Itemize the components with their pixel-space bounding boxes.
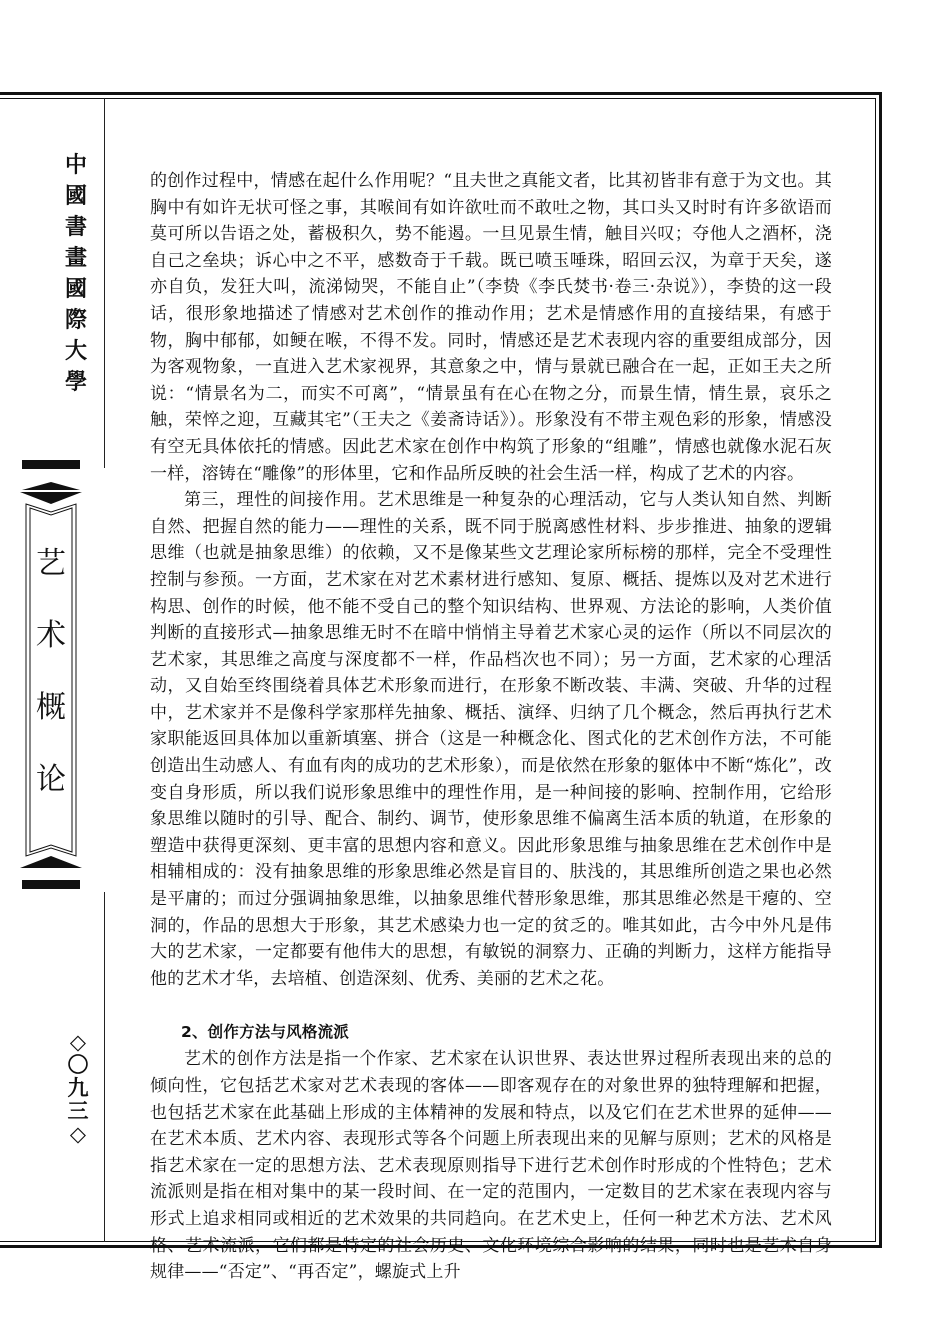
university-char: 大 bbox=[64, 338, 87, 364]
body-text bbox=[150, 168, 832, 1286]
book-title-char: 概 bbox=[36, 690, 66, 725]
page-number-diamond: ◇ bbox=[69, 1029, 87, 1054]
page-number-char: 九 bbox=[67, 1075, 89, 1100]
page-number-char: 三 bbox=[67, 1098, 89, 1123]
university-char: 國 bbox=[64, 183, 87, 209]
university-char: 國 bbox=[64, 276, 87, 302]
sidebar-divider-top bbox=[104, 98, 105, 468]
paragraph: 第三，理性的间接作用。艺术思维是一种复杂的心理活动，它与人类认知自然、判断自然、把握自然的能力——理性的关系，既不同于脱离感性材料、步步推进、抽象的逻辑思维（也就是抽象思维）的依赖，又不是像某些文艺理论家所标榜的那样，完全不受理性控制与参预。一方面，艺术家在对艺术素材进行感知、复原、概括、提炼以及对艺术进行构思、创作的时候，他不能不受自己的整个知识结构、世界观、方法论的影响，人类价值判断的直接形式—抽象思维无时不在暗中悄悄主导着艺术家心灵的运作（所以不同层次的艺术家，其思维之高度与深度都不一样，作品档次也不同）；另一方面，艺术家的心理活动，又自始至终围绕着具体艺术形象而进行，在形象不断改装、丰满、突破、升华的过程中，艺术家并不是像科学家那样先抽象、概括、演绎、归纳了几个概念，然后再执行艺术家职能返回具体加以重新填塞、拼合（这是一种概念化、图式化的艺术创作方法，不可能创造出生动感人、有血有肉的成功的艺术形象），而是依然在形象的躯体中不断“炼化”，改变自身形质，所以我们说形象思维中的理性作用，是一种间接的影响、控制作用，它给形象思维以随时的引导、配合、制约、调节，使形象思维不偏离生活本质的轨道，在形象的塑造中获得更深刻、更丰富的思想内容和意义。因此形象思维与抽象思维在艺术创作中是相辅相成的：没有抽象思维的形象思维必然是盲目的、肤浅的，其思维所创造之果也必然是平庸的；而过分强调抽象思维，以抽象思维代替形象思维，那其思维必然是干瘪的、空洞的，作品的思想大于形象，其艺术感染力也一定的贫乏的。唯其如此，古今中外凡是伟大的艺术家，一定都要有他伟大的思想，有敏锐的洞察力、正确的判断力，这样方能指导他的艺术才华，去培植、创造深刻、优秀、美丽的艺术之花。 bbox=[150, 490, 832, 989]
book-title-char: 术 bbox=[36, 618, 66, 653]
university-char: 畫 bbox=[64, 245, 87, 271]
paragraph: 的创作过程中，情感在起什么作用呢？“且夫世之真能文者，比其初皆非有意于为文也。其胸中有如许无状可怪之事，其喉间有如许欲吐而不敢吐之物，其口头又时时有许多欲语而莫可所以告语之处，蓄极积久，势不能遏。一旦见景生情，触目兴叹；夺他人之酒杯，浇自己之垒块；诉心中之不平，感数奇于千载。既已喷玉唾珠，昭回云汉，为章于天矣，遂亦自负，发狂大叫，流涕恸哭，不能自止”（李贽《李氏焚书·卷三·杂说》），李贽的这一段话，很形象地描述了情感对艺术创作的推动作用；艺术是情感作用的直接结果，有感于物，胸中郁郁，如鲠在喉，不得不发。同时，情感还是艺术表现内容的重要组成部分，因为客观物象，一直进入艺术家视界，其意象之中，情与景就已融合在一起，正如王夫之所说：“情景名为二，而实不可离”，“情景虽有在心在物之分，而景生情，情生景，哀乐之触，荣悴之迎，互藏其宅”（王夫之《姜斋诗话》）。形象没有不带主观色彩的形象，情感没有空无具体依托的情感。因此艺术家在创作中构筑了形象的“组雕”，情感也就像水泥石灰一样，溶铸在“雕像”的形体里，它和作品所反映的社会生活一样，构成了艺术的内容。 bbox=[150, 171, 832, 484]
university-name bbox=[56, 150, 96, 398]
sidebar-divider-bottom bbox=[104, 892, 105, 1242]
university-char: 學 bbox=[64, 369, 87, 395]
book-title-char: 艺 bbox=[36, 546, 66, 581]
book-title-cartouche bbox=[16, 482, 86, 878]
page-number-char: 〇 bbox=[67, 1052, 89, 1077]
university-char: 書 bbox=[64, 214, 87, 240]
university-char: 中 bbox=[64, 152, 87, 178]
paragraph: 艺术的创作方法是指一个作家、艺术家在认识世界、表达世界过程所表现出来的总的倾向性，它包括艺术家对艺术表现的客体——即客观存在的对象世界的独特理解和把握，也包括艺术家在此基础上形成的主体精神的发展和特点，以及它们在艺术世界的延伸——在艺术本质、艺术内容、表现形式等各个问题上所表现出来的见解与原则；艺术的风格是指艺术家在一定的思想方法、艺术表现原则指导下进行艺术创作时形成的个性特色；艺术流派则是指在相对集中的某一段时间、在一定的范围内，一定数目的艺术家在表现内容与形式上追求相同或相近的艺术效果的共同趋向。在艺术史上，任何一种艺术方法、艺术风格、艺术流派，它们都是特定的社会历史、文化环境综合影响的结果，同时也是艺术自身规律——“否定”、“再否定”，螺旋式上升 bbox=[150, 1049, 832, 1283]
university-char: 際 bbox=[64, 307, 87, 333]
section-heading: 2、创作方法与风格流派 bbox=[181, 1023, 349, 1042]
page-number-diamond: ◇ bbox=[69, 1121, 87, 1146]
page-number bbox=[64, 1030, 92, 1145]
book-title-char: 论 bbox=[36, 762, 66, 797]
sidebar-bar-bottom bbox=[22, 880, 80, 889]
sidebar-bar-top bbox=[22, 460, 80, 469]
book-title bbox=[16, 528, 86, 816]
